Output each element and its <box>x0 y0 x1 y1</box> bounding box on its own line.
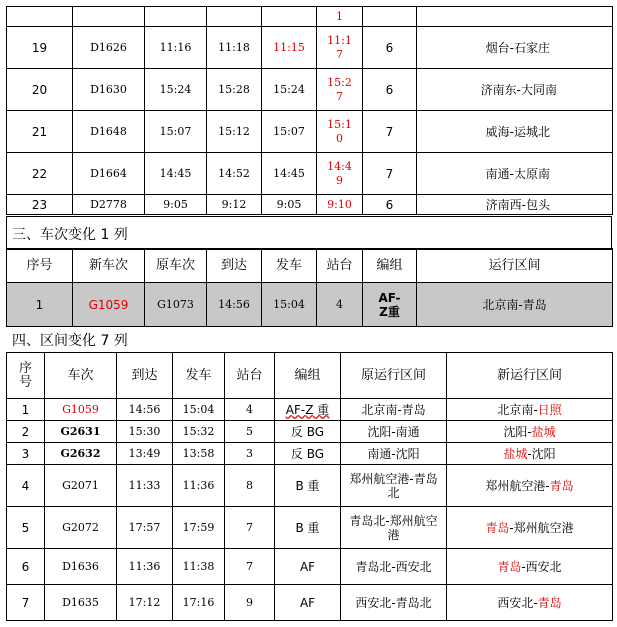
table-row <box>7 507 613 549</box>
col-header: 原运行区间 <box>341 353 447 399</box>
train-no: G2631 <box>45 421 117 443</box>
platform: 9 <box>225 585 275 621</box>
col-header: 运行区间 <box>417 249 613 283</box>
col-header: 编组 <box>363 249 417 283</box>
table-row <box>7 195 613 215</box>
train-no: D1664 <box>73 153 145 195</box>
table-row <box>7 399 613 421</box>
platform: 6 <box>363 27 417 69</box>
row-no: 6 <box>7 549 45 585</box>
formation-text: AF-Z 重 <box>285 402 330 417</box>
new-route-part: -郑州航空港 <box>509 520 574 535</box>
section4-title: 四、区间变化 7 列 <box>12 333 128 349</box>
col-header: 新运行区间 <box>447 353 613 399</box>
orig-route: 北京南-青岛 <box>341 399 447 421</box>
new-route <box>447 443 613 465</box>
section3-table <box>6 248 613 327</box>
new-route <box>447 549 613 585</box>
col-header: 发车 <box>173 353 225 399</box>
col-header: 新车次 <box>73 249 145 283</box>
col-header: 发车 <box>262 249 317 283</box>
table-row <box>7 465 613 507</box>
platform: 4 <box>317 283 363 327</box>
new-route <box>447 507 613 549</box>
new-arr: 11:18 <box>207 27 262 69</box>
row-no: 4 <box>7 465 45 507</box>
col-header: 到达 <box>117 353 173 399</box>
dep: 15:32 <box>173 421 225 443</box>
table-row <box>7 27 613 69</box>
platform: 6 <box>363 69 417 111</box>
new-route <box>447 399 613 421</box>
dep: 15:04 <box>173 399 225 421</box>
formation: B 重 <box>275 507 341 549</box>
new-route-part: -西安北 <box>521 559 562 574</box>
col-header: 序号 <box>7 249 73 283</box>
orig-dep: 9:05 <box>262 195 317 215</box>
platform: 8 <box>225 465 275 507</box>
row-no: 3 <box>7 443 45 465</box>
table-row <box>7 153 613 195</box>
new-route <box>447 421 613 443</box>
col-header: 站台 <box>317 249 363 283</box>
new-route-changed: 青岛 <box>549 478 574 493</box>
section2-table <box>6 6 613 215</box>
orig-dep: 15:07 <box>262 111 317 153</box>
route: 南通-太原南 <box>417 153 613 195</box>
table-row <box>7 421 613 443</box>
col-header: 序号 <box>7 353 45 399</box>
new-arr: 9:12 <box>207 195 262 215</box>
dep: 13:58 <box>173 443 225 465</box>
train-no: G2632 <box>45 443 117 465</box>
dep: 11:38 <box>173 549 225 585</box>
dep: 15:04 <box>262 283 317 327</box>
platform: 7 <box>363 153 417 195</box>
arr: 15:30 <box>117 421 173 443</box>
route: 济南东-大同南 <box>417 69 613 111</box>
new-route <box>447 585 613 621</box>
train-no: D1630 <box>73 69 145 111</box>
table-row <box>7 283 613 327</box>
row-no: 1 <box>7 283 73 327</box>
new-route-changed: 青岛 <box>537 595 562 610</box>
arr: 17:12 <box>117 585 173 621</box>
platform: 7 <box>225 507 275 549</box>
formation: B 重 <box>275 465 341 507</box>
row-no: 23 <box>7 195 73 215</box>
new-arr: 15:12 <box>207 111 262 153</box>
platform: 5 <box>225 421 275 443</box>
new-train: G1059 <box>73 283 145 327</box>
new-route-changed: 青岛 <box>497 559 522 574</box>
row-no: 20 <box>7 69 73 111</box>
formation: AF <box>275 549 341 585</box>
train-no: D1635 <box>45 585 117 621</box>
orig-dep: 15:24 <box>262 69 317 111</box>
dep: 17:59 <box>173 507 225 549</box>
new-dep: 11:17 <box>317 27 363 69</box>
orig-route: 南通-沈阳 <box>341 443 447 465</box>
new-dep: 15:10 <box>317 111 363 153</box>
route: 济南西-包头 <box>417 195 613 215</box>
dep: 11:36 <box>173 465 225 507</box>
new-route <box>447 465 613 507</box>
formation: 反 BG <box>275 421 341 443</box>
table-header-row <box>7 353 613 399</box>
arr: 13:49 <box>117 443 173 465</box>
formation: 反 BG <box>275 443 341 465</box>
train-no: D1648 <box>73 111 145 153</box>
route: 烟台-石家庄 <box>417 27 613 69</box>
formation: AF-Z重 <box>363 283 417 327</box>
new-route-part: 北京南- <box>497 402 538 417</box>
arr: 14:56 <box>207 283 262 327</box>
table-row <box>7 549 613 585</box>
orig-arr: 11:16 <box>145 27 207 69</box>
arr: 17:57 <box>117 507 173 549</box>
col-header: 原车次 <box>145 249 207 283</box>
col-header: 车次 <box>45 353 117 399</box>
new-arr: 15:28 <box>207 69 262 111</box>
col-header: 到达 <box>207 249 262 283</box>
new-route-changed: 日照 <box>537 402 562 417</box>
platform: 4 <box>225 399 275 421</box>
section4-table <box>6 352 613 621</box>
orig-arr: 15:24 <box>145 69 207 111</box>
new-route-changed: 青岛 <box>485 520 510 535</box>
train-no: G2072 <box>45 507 117 549</box>
col-header: 站台 <box>225 353 275 399</box>
row-no: 22 <box>7 153 73 195</box>
train-no: D1626 <box>73 27 145 69</box>
new-route-part: 郑州航空港- <box>485 478 550 493</box>
new-arr: 14:52 <box>207 153 262 195</box>
table-header-row <box>7 249 613 283</box>
platform: 6 <box>363 195 417 215</box>
table-row <box>7 443 613 465</box>
new-route-part: 沈阳- <box>503 424 532 439</box>
new-dep: 14:49 <box>317 153 363 195</box>
dep: 17:16 <box>173 585 225 621</box>
orig-route: 青岛北-郑州航空港 <box>341 507 447 549</box>
table-row <box>7 7 613 27</box>
row-no: 1 <box>7 399 45 421</box>
formation <box>275 399 341 421</box>
table-row <box>7 111 613 153</box>
orig-train: G1073 <box>145 283 207 327</box>
train-no: D1636 <box>45 549 117 585</box>
row-no: 7 <box>7 585 45 621</box>
table-row <box>7 69 613 111</box>
arr: 11:33 <box>117 465 173 507</box>
row-no: 19 <box>7 27 73 69</box>
orig-arr: 9:05 <box>145 195 207 215</box>
orig-arr: 15:07 <box>145 111 207 153</box>
train-no: G2071 <box>45 465 117 507</box>
orig-dep: 14:45 <box>262 153 317 195</box>
orig-route: 沈阳-南通 <box>341 421 447 443</box>
platform: 7 <box>225 549 275 585</box>
row-no: 5 <box>7 507 45 549</box>
orig-arr: 14:45 <box>145 153 207 195</box>
formation: AF <box>275 585 341 621</box>
train-no: D2778 <box>73 195 145 215</box>
row-no: 2 <box>7 421 45 443</box>
route: 北京南-青岛 <box>417 283 613 327</box>
arr: 14:56 <box>117 399 173 421</box>
table-row <box>7 585 613 621</box>
orig-dep: 11:15 <box>262 27 317 69</box>
orig-route: 郑州航空港-青岛北 <box>341 465 447 507</box>
new-route-changed: 盐城 <box>531 424 556 439</box>
orig-route: 青岛北-西安北 <box>341 549 447 585</box>
orig-route: 西安北-青岛北 <box>341 585 447 621</box>
new-route-changed: 盐城 <box>503 446 528 461</box>
arr: 11:36 <box>117 549 173 585</box>
platform: 7 <box>363 111 417 153</box>
train-no: G1059 <box>45 399 117 421</box>
new-route-part: 西安北- <box>497 595 538 610</box>
section3-title: 三、车次变化 1 列 <box>12 227 128 243</box>
new-dep-cell: 1 <box>317 7 363 27</box>
col-header: 编组 <box>275 353 341 399</box>
new-dep: 9:10 <box>317 195 363 215</box>
new-dep: 15:27 <box>317 69 363 111</box>
route: 威海-运城北 <box>417 111 613 153</box>
row-no: 21 <box>7 111 73 153</box>
platform: 3 <box>225 443 275 465</box>
new-route-part: -沈阳 <box>527 446 556 461</box>
